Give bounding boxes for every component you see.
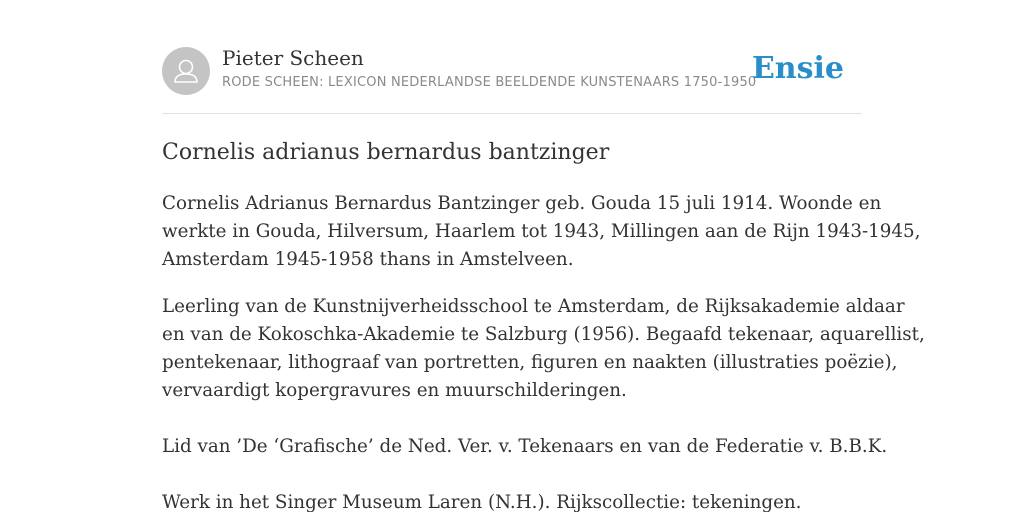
- paragraph-line: pentekenaar, lithograaf van portretten, figuren en naakten (illustraties poëzie),: [162, 352, 898, 373]
- author-avatar[interactable]: [162, 47, 210, 95]
- source-title[interactable]: RODE SCHEEN: LEXICON NEDERLANDSE BEELDENDE KUNSTENAARS 1750-1950: [222, 75, 757, 90]
- author-name[interactable]: Pieter Scheen: [222, 46, 364, 70]
- ensie-logo[interactable]: Ensie: [751, 51, 844, 86]
- article-body: [162, 190, 925, 512]
- paragraph-line: Cornelis Adrianus Bernardus Bantzinger geb. Gouda 15 juli 1914. Woonde en: [162, 193, 882, 214]
- paragraph-membership: Lid van ’De ‘Grafische’ de Ned. Ver. v. Tekenaars en van de Federatie v. B.B.K.: [162, 436, 888, 457]
- user-silhouette-icon: [162, 47, 210, 95]
- paragraph-collections: Werk in het Singer Museum Laren (N.H.). Rijkscollectie: tekeningen.: [162, 492, 802, 512]
- paragraph-line: Amsterdam 1945-1958 thans in Amstelveen.: [162, 249, 574, 270]
- paragraph-line: en van de Kokoschka-Akademie te Salzburg (1956). Begaafd tekenaar, aquarellist,: [162, 324, 925, 345]
- article-title: Cornelis adrianus bernardus bantzinger: [162, 140, 610, 165]
- paragraph-line: vervaardigt kopergravures en muurschilderingen.: [162, 380, 627, 401]
- header-divider: [162, 113, 862, 114]
- paragraph-education: [162, 293, 925, 512]
- blank-line: [162, 405, 872, 433]
- paragraph-biography: [162, 190, 921, 274]
- article-header: [162, 46, 862, 96]
- blank-line: [162, 461, 872, 489]
- paragraph-line: Leerling van de Kunstnijverheidsschool te Amsterdam, de Rijksakademie aldaar: [162, 296, 905, 317]
- paragraph-line: werkte in Gouda, Hilversum, Haarlem tot 1943, Millingen aan de Rijn 1943-1945,: [162, 221, 921, 242]
